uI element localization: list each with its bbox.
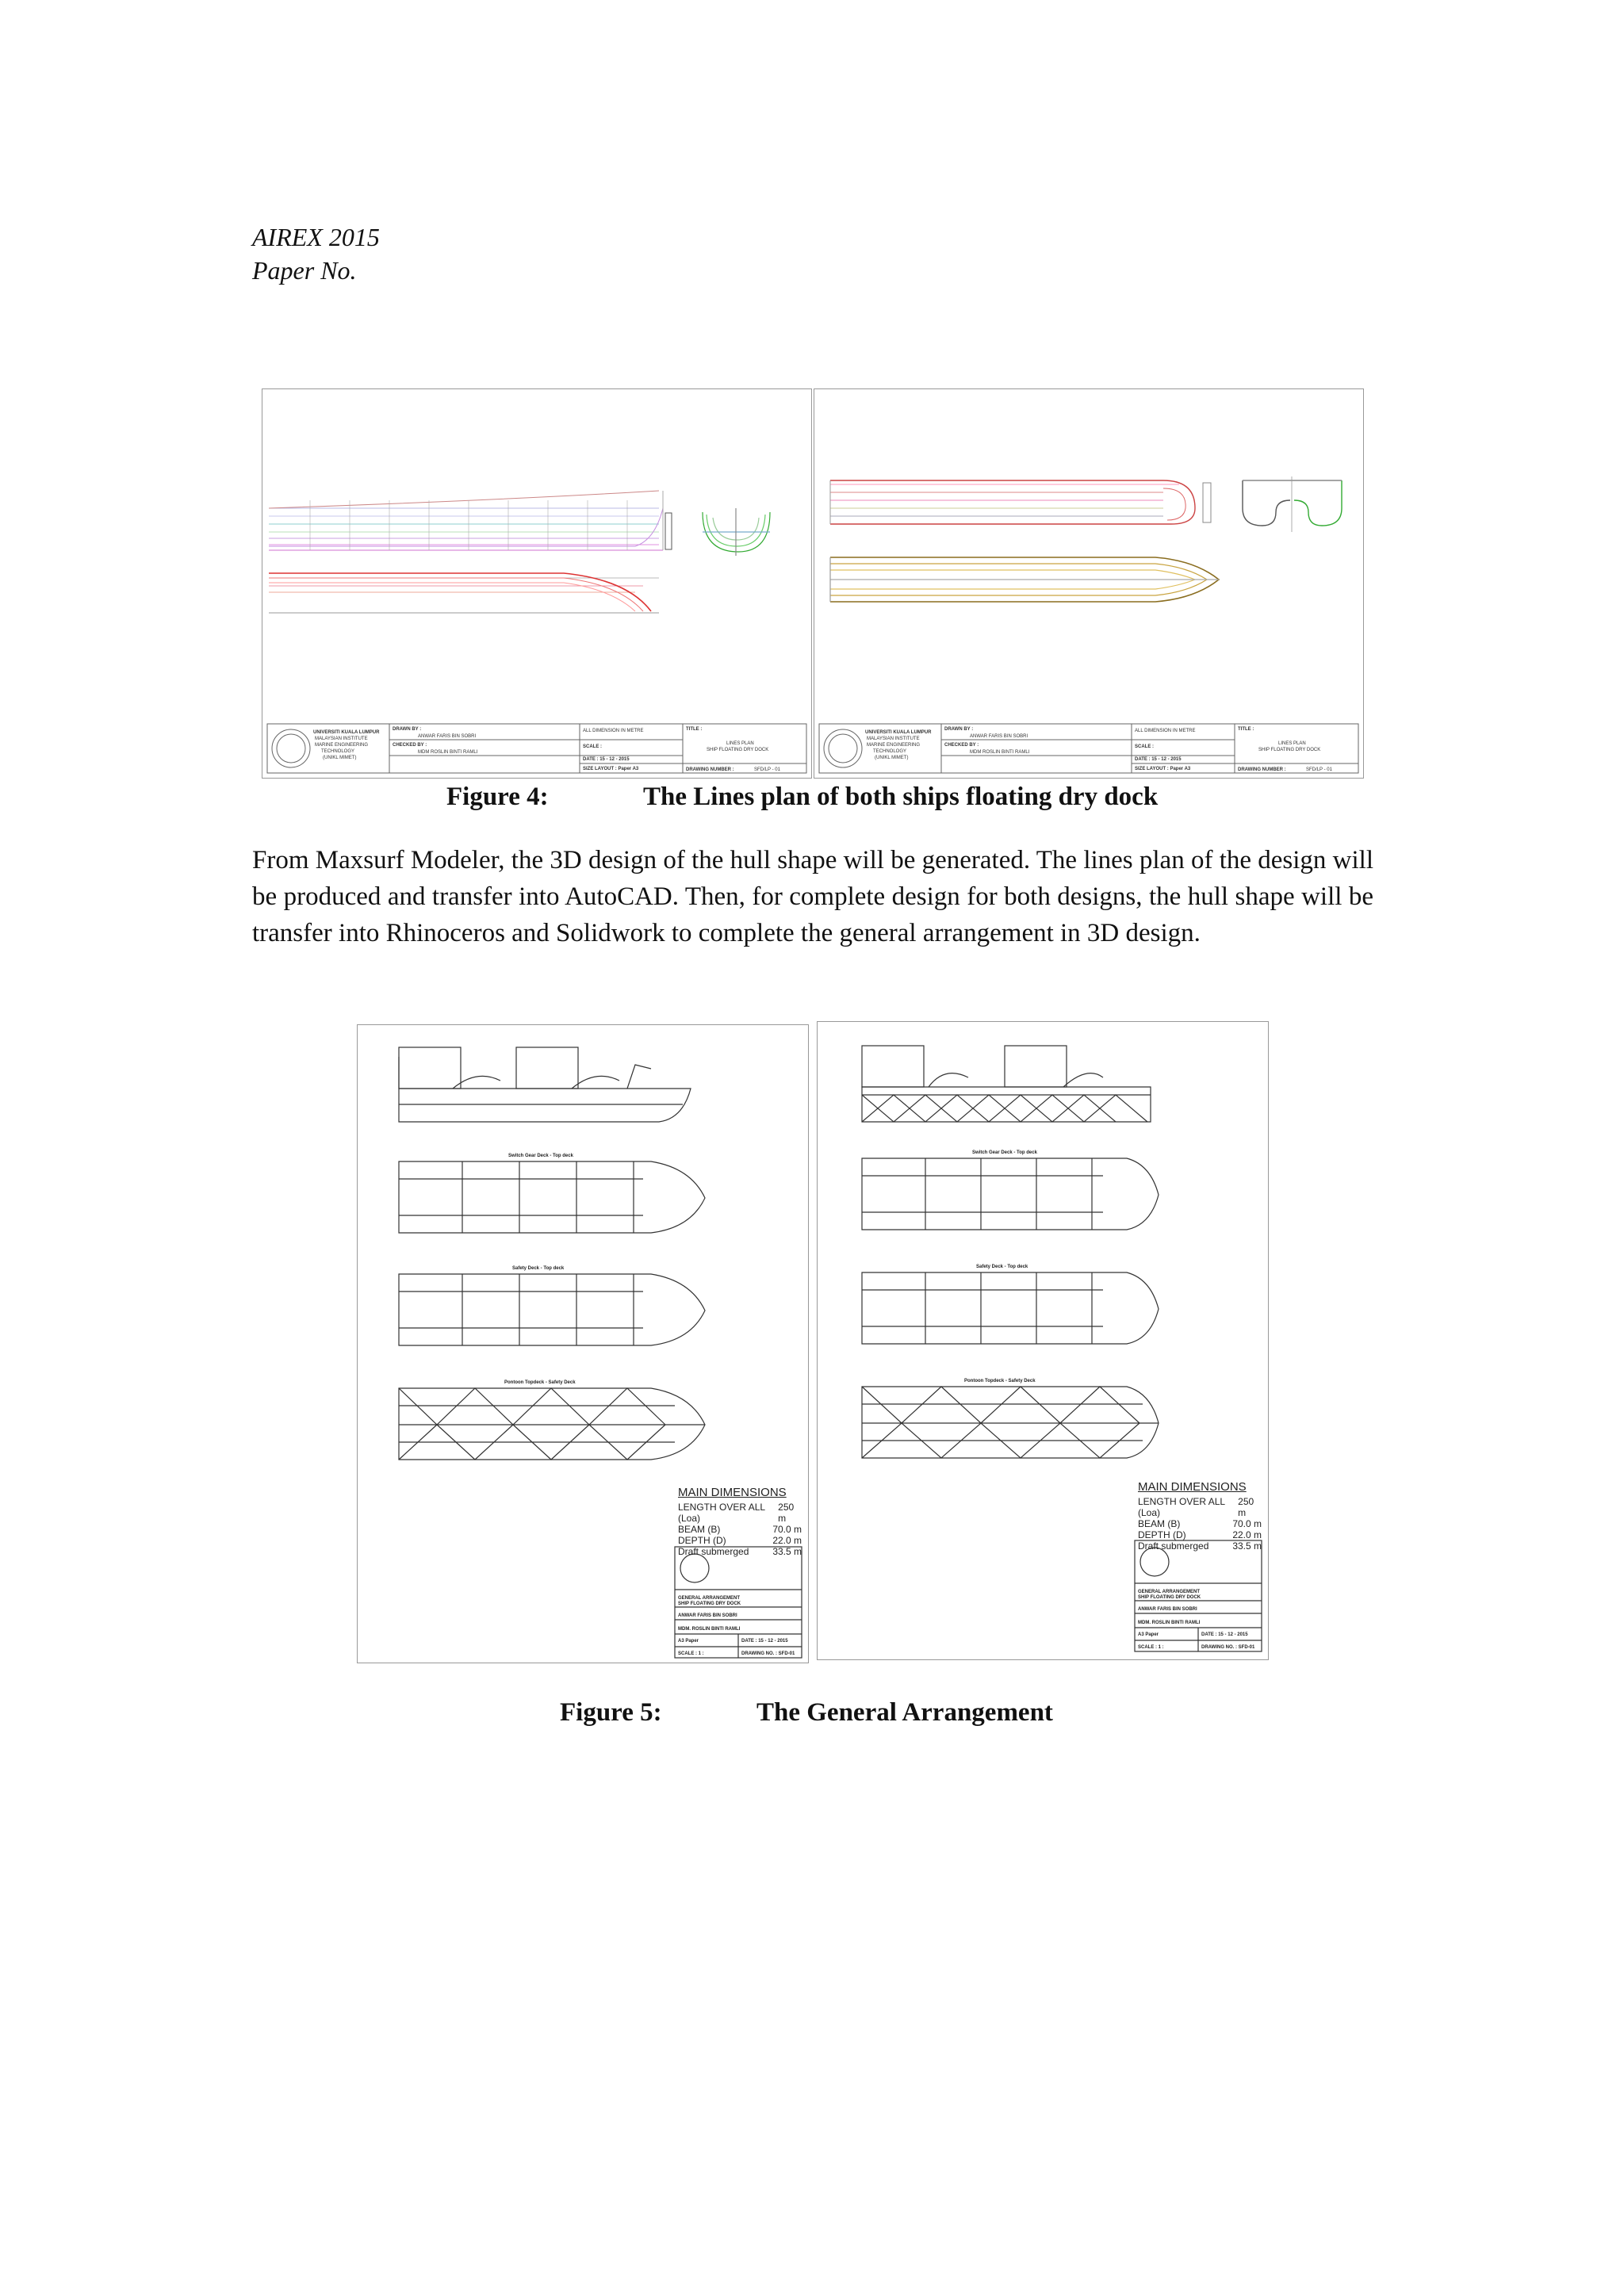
svg-text:DRAWING NUMBER :: DRAWING NUMBER : [686, 767, 734, 772]
svg-text:TITLE :: TITLE : [1238, 727, 1254, 732]
ga-left-label-3: Pontoon Topdeck - Safety Deck [504, 1380, 576, 1385]
svg-text:ANWAR FARIS BIN SOBRI: ANWAR FARIS BIN SOBRI [418, 734, 477, 739]
svg-text:DRAWN BY :: DRAWN BY : [393, 727, 422, 732]
svg-text:MDM ROSLIN BINTI RAMLI: MDM ROSLIN BINTI RAMLI [970, 750, 1030, 755]
svg-text:CHECKED BY :: CHECKED BY : [944, 743, 979, 748]
svg-text:DATE : 15 - 12 - 2015: DATE : 15 - 12 - 2015 [1201, 1632, 1248, 1637]
main-dimensions-left: MAIN DIMENSIONS LENGTH OVER ALL (Loa) 250 m BEAM (B) 70.0 m DEPTH (D) 22.0 m Draft submerged 33.5 m [678, 1486, 802, 1557]
ga-right-label-2: Safety Deck - Top deck [976, 1265, 1028, 1269]
figure4-right-drawing [814, 388, 1364, 779]
figure5-right-drawing [817, 1021, 1269, 1660]
svg-text:CHECKED BY :: CHECKED BY : [393, 743, 427, 748]
conference-name: AIREX 2015 [252, 223, 380, 251]
main-dimensions-title: MAIN DIMENSIONS [678, 1486, 787, 1499]
figure4-left-drawing [262, 388, 812, 779]
svg-text:MDM ROSLIN BINTI RAMLI: MDM ROSLIN BINTI RAMLI [418, 750, 478, 755]
svg-text:ALL DIMENSION IN METRE: ALL DIMENSION IN METRE [1135, 729, 1196, 733]
ga-left-label-1: Switch Gear Deck - Top deck [508, 1154, 573, 1158]
figure5-caption [560, 1698, 1053, 1728]
svg-text:ANWAR FARIS BIN SOBRI: ANWAR FARIS BIN SOBRI [970, 734, 1028, 739]
svg-text:SHIP FLOATING DRY DOCK: SHIP FLOATING DRY DOCK [1138, 1595, 1201, 1600]
svg-text:GENERAL ARRANGEMENT: GENERAL ARRANGEMENT [1138, 1590, 1201, 1594]
svg-text:MALAYSIAN INSTITUTE: MALAYSIAN INSTITUTE [315, 737, 368, 741]
svg-text:DRAWING NUMBER :: DRAWING NUMBER : [1238, 767, 1286, 772]
svg-text:DRAWING NO. : SFD-01: DRAWING NO. : SFD-01 [1201, 1645, 1255, 1650]
svg-text:SCALE : 1 :: SCALE : 1 : [1138, 1645, 1164, 1650]
svg-text:DATE : 15 - 12 - 2015: DATE : 15 - 12 - 2015 [1135, 757, 1182, 762]
svg-text:MDM. ROSLIN BINTI RAMLI: MDM. ROSLIN BINTI RAMLI [678, 1627, 741, 1632]
svg-text:SIZE LAYOUT : Paper A3: SIZE LAYOUT : Paper A3 [583, 767, 639, 771]
figure5-label: Figure 5: [560, 1698, 662, 1727]
ga-right-label-1: Switch Gear Deck - Top deck [972, 1150, 1037, 1155]
body-paragraph: From Maxsurf Modeler, the 3D design of the hull shape will be generated. The lines plan of the design will be produced and transfer into AutoCAD. Then, for complete design for both designs, the hull shape will be transfer into Rhinoceros and Solidwork to complete the general arrangement in 3D design. [252, 846, 1374, 947]
figure4-title: The Lines plan of both ships floating dry dock [643, 783, 1159, 811]
svg-text:SCALE :: SCALE : [1135, 744, 1154, 749]
figure5-left-drawing [357, 1024, 809, 1663]
paper-number: Paper No. [252, 256, 357, 285]
ga-right [818, 1022, 1268, 1659]
svg-text:GENERAL ARRANGEMENT: GENERAL ARRANGEMENT [678, 1596, 741, 1601]
figure5-title: The General Arrangement [756, 1698, 1053, 1727]
svg-text:LINES PLAN: LINES PLAN [726, 741, 754, 746]
svg-text:DRAWN BY :: DRAWN BY : [944, 727, 974, 732]
svg-text:SHIP FLOATING DRY DOCK: SHIP FLOATING DRY DOCK [1258, 748, 1321, 752]
svg-text:TECHNOLOGY: TECHNOLOGY [321, 749, 355, 754]
svg-text:SFD/LP - 01: SFD/LP - 01 [1306, 767, 1332, 772]
svg-text:SHIP FLOATING DRY DOCK: SHIP FLOATING DRY DOCK [678, 1601, 741, 1606]
svg-text:TITLE :: TITLE : [686, 727, 703, 732]
svg-text:(UNIKL MIMET): (UNIKL MIMET) [875, 756, 909, 760]
svg-text:MARINE ENGINEERING: MARINE ENGINEERING [315, 743, 369, 748]
svg-text:SFD/LP - 01: SFD/LP - 01 [754, 767, 780, 772]
svg-text:DRAWING NO. : SFD-01: DRAWING NO. : SFD-01 [741, 1651, 795, 1656]
svg-text:A3 Paper: A3 Paper [1138, 1632, 1159, 1637]
svg-text:(UNIKL MIMET): (UNIKL MIMET) [323, 756, 357, 760]
svg-text:TECHNOLOGY: TECHNOLOGY [873, 749, 907, 754]
svg-text:SCALE :: SCALE : [583, 744, 602, 749]
svg-text:MARINE ENGINEERING: MARINE ENGINEERING [867, 743, 921, 748]
svg-text:SIZE LAYOUT : Paper A3: SIZE LAYOUT : Paper A3 [1135, 767, 1191, 771]
svg-text:ANWAR FARIS BIN SOBRI: ANWAR FARIS BIN SOBRI [678, 1613, 737, 1618]
svg-text:MALAYSIAN INSTITUTE: MALAYSIAN INSTITUTE [867, 737, 920, 741]
ga-right-label-3: Pontoon Topdeck - Safety Deck [964, 1379, 1036, 1383]
svg-text:LINES PLAN: LINES PLAN [1278, 741, 1306, 746]
figure4-label: Figure 4: [446, 783, 549, 811]
svg-text:SHIP FLOATING DRY DOCK: SHIP FLOATING DRY DOCK [707, 748, 769, 752]
svg-text:SCALE : 1 :: SCALE : 1 : [678, 1651, 704, 1656]
svg-text:ANWAR FARIS BIN SOBRI: ANWAR FARIS BIN SOBRI [1138, 1607, 1197, 1612]
svg-text:ALL DIMENSION IN METRE: ALL DIMENSION IN METRE [583, 729, 644, 733]
svg-text:UNIVERSITI KUALA LUMPUR: UNIVERSITI KUALA LUMPUR [313, 730, 380, 735]
svg-text:MDM. ROSLIN BINTI RAMLI: MDM. ROSLIN BINTI RAMLI [1138, 1621, 1201, 1625]
main-dimensions-right: MAIN DIMENSIONS LENGTH OVER ALL (Loa) 250 m BEAM (B) 70.0 m DEPTH (D) 22.0 m Draft submerged 33.5 m [1138, 1480, 1262, 1552]
svg-text:UNIVERSITI KUALA LUMPUR: UNIVERSITI KUALA LUMPUR [865, 730, 932, 735]
ga-left-label-2: Safety Deck - Top deck [512, 1266, 565, 1271]
svg-text:DATE : 15 - 12 - 2015: DATE : 15 - 12 - 2015 [741, 1639, 788, 1644]
running-header [252, 220, 380, 287]
ga-left [358, 1025, 808, 1663]
figure4-caption [446, 783, 1159, 812]
lines-plan-left [262, 389, 811, 778]
svg-text:A3 Paper: A3 Paper [678, 1639, 699, 1644]
lines-plan-right [814, 389, 1363, 778]
svg-text:DATE : 15 - 12 - 2015: DATE : 15 - 12 - 2015 [583, 757, 630, 762]
